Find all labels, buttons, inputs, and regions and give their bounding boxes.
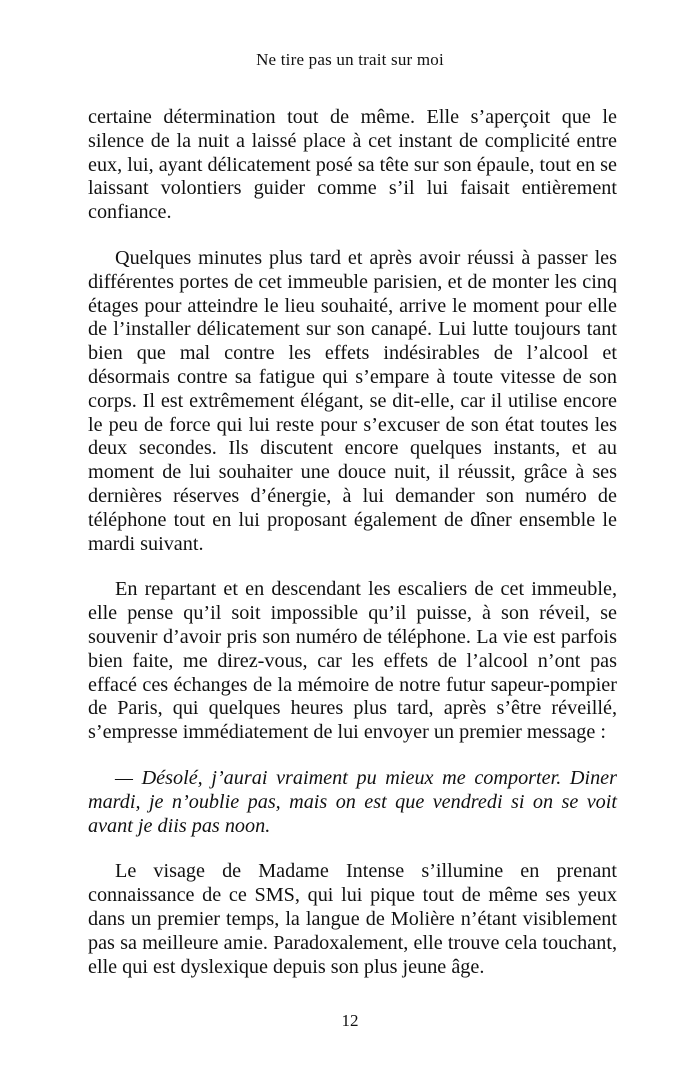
paragraph-arrival: Quelques minutes plus tard et après avoir réussi à passer les différentes portes de cet immeuble parisien, et de monter les cinq étages pour atteindre le lieu souhaité, arrive le moment pour elle de l’installer délicatement sur son canapé. Lui lutte toujours tant bien que mal contre les effets indésirables de l’alcool et désormais contre sa fatigue qui s’empare à toute vitesse de son corps. Il est extrêmement élégant, se dit-elle, car il utilise encore le peu de force qui lui reste pour s’excuser de son état toutes les deux secondes. Ils discutent encore quelques instants, et au moment de lui souhaiter une douce nuit, il réussit, grâce à ses dernières réserves d’énergie, à lui demander son numéro de téléphone tout en lui proposant également de dîner ensemble le mardi suivant.: [88, 246, 617, 555]
running-header-title: Ne tire pas un trait sur moi: [256, 50, 444, 69]
paragraph-departure: En repartant et en descendant les escaliers de cet immeuble, elle pense qu’il soit impossible qu’il puisse, à son réveil, se souvenir d’avoir pris son numéro de téléphone. La vie est parfois bien faite, me direz-vous, car les effets de l’alcool n’ont pas effacé ces échanges de la mémoire de notre futur sapeur-pompier de Paris, qui quelques heures plus tard, après s’être réveillé, s’empresse immédiatement de lui envoyer un premier message :: [88, 578, 617, 744]
paragraph-continuation: certaine détermination tout de même. Elle s’aperçoit que le silence de la nuit a laissé place à cet instant de complicité entre eux, lui, ayant délicatement posé sa tête sur son épaule, tout en se laissant volontiers guider comme s’il lui faisait entièrement confiance.: [88, 106, 617, 224]
paragraph-sms-message: — Désolé, j’aurai vraiment pu mieux me comporter. Diner mardi, je n’oublie pas, mais on est que vendredi si on se voit avant je diis pas noon.: [88, 766, 617, 837]
paragraph-reaction: Le visage de Madame Intense s’illumine en prenant connaissance de ce SMS, qui lui pique tout de même ses yeux dans un premier temps, la langue de Molière n’étant visiblement pas sa meilleure amie. Paradoxalement, elle trouve cela touchant, elle qui est dyslexique depuis son plus jeune âge.: [88, 860, 617, 978]
body-text: [88, 106, 617, 1001]
page-number: 12: [341, 1011, 359, 1030]
